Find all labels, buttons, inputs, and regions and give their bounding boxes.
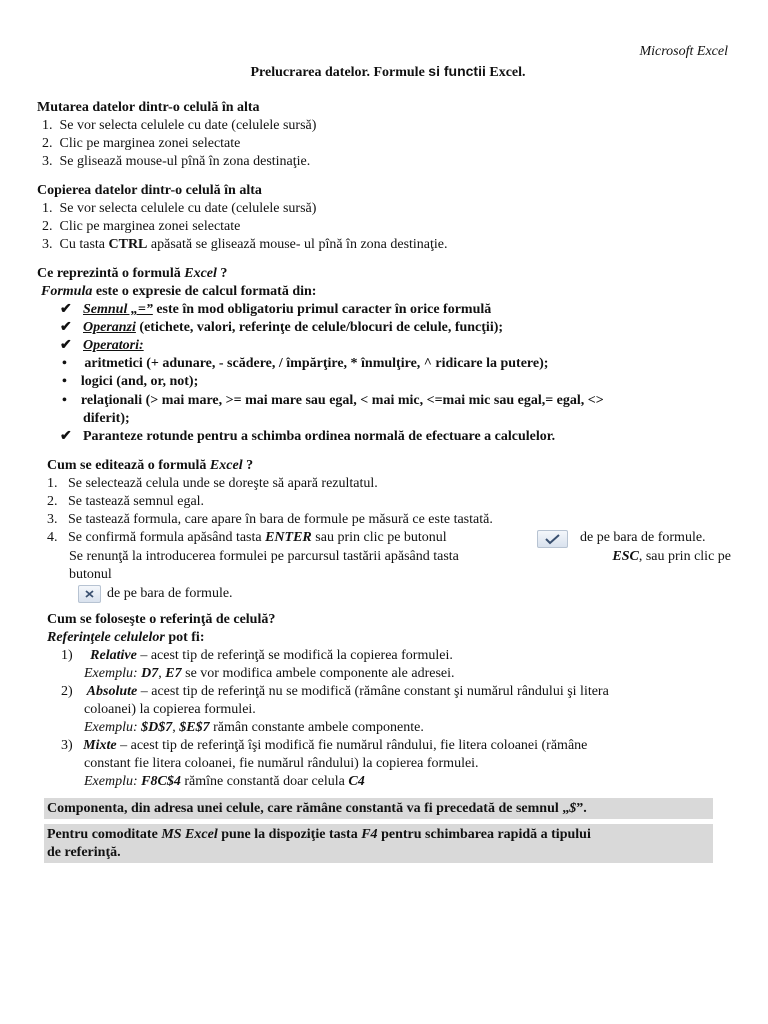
list-item-text: de pe bara de formule.: [580, 530, 706, 545]
section-heading-copiere: Copierea datelor dintr-o celulă în alta: [37, 183, 262, 198]
list-item: ✔ Operatori:: [60, 338, 144, 353]
list-item: 2. Clic pe marginea zonei selectate: [42, 136, 241, 151]
list-item-continuation: constant fie litera coloanei, fie numărul rândului) la copierea formulei.: [84, 756, 479, 771]
formula-definition: Formula este o expresie de calcul formată din:: [41, 284, 317, 299]
list-item: 1. Se selectează celula unde se doreşte să apară rezultatul.: [47, 476, 378, 491]
list-item: 2. Clic pe marginea zonei selectate: [42, 219, 241, 234]
checkmark-icon: ✔: [60, 302, 72, 317]
list-item-text: butonul: [69, 567, 112, 582]
section-heading-formula: Ce reprezintă o formulă Excel ?: [37, 266, 228, 281]
list-item: 2. Se tastează semnul egal.: [47, 494, 205, 509]
note-f4-shortcut: Pentru comoditate MS Excel pune la dispoziţie tasta F4 pentru schimbarea rapidă a tipului: [47, 827, 591, 842]
list-item: • relaţionali (> mai mare, >= mai mare sau egal, < mai mic, <=mai mic sau egal,= egal, <>: [62, 393, 604, 408]
list-item: 4. Se confirmă formula apăsând tasta ENTER sau prin clic pe butonul: [47, 530, 447, 545]
list-item: 3. Se tastează formula, care apare în bara de formule pe măsură ce este tastată.: [47, 512, 493, 527]
checkmark-icon: ✔: [60, 338, 72, 353]
section-heading-referinte: Cum se foloseşte o referinţă de celulă?: [47, 612, 276, 627]
bullet-icon: •: [62, 356, 67, 371]
list-item: 2) Absolute – acest tip de referinţă nu se modifică (rămâne constant şi numărul rândului şi litera: [61, 684, 609, 699]
note-constant-component: Componenta, din adresa unei celule, care rămâne constantă va fi precedată de semnul „$”.: [47, 801, 587, 816]
checkmark-icon: ✔: [60, 429, 72, 444]
list-item: 1. Se vor selecta celulele cu date (celulele sursă): [42, 201, 317, 216]
bullet-icon: •: [62, 393, 67, 408]
list-item-text: ESC, sau prin clic pe: [612, 549, 731, 564]
list-item: ✔ Semnul „=” este în mod obligatoriu primul caracter în orice formulă: [60, 302, 492, 317]
list-item: • logici (and, or, not);: [62, 374, 199, 389]
checkmark-icon: [538, 531, 567, 547]
document-header: Microsoft Excel: [639, 44, 728, 59]
list-item-continuation: coloanei) la copierea formulei.: [84, 702, 256, 717]
enter-confirm-button[interactable]: [537, 530, 568, 548]
close-icon: [79, 586, 100, 602]
list-item: 1) Relative – acest tip de referinţă se modifică la copierea formulei.: [61, 648, 453, 663]
list-item: 3) Mixte – acest tip de referinţă îşi modifică fie numărul rândului, fie litera coloanei (rămâne: [61, 738, 588, 753]
example-line: Exemplu: $D$7, $E$7 rămân constante ambele componente.: [84, 720, 424, 735]
example-line: Exemplu: F8C$4 rămîne constantă doar celula C4: [84, 774, 365, 789]
example-line: Exemplu: D7, E7 se vor modifica ambele componente ale adresei.: [84, 666, 455, 681]
list-item: ✔ Operanzi (etichete, valori, referinţe de celule/blocuri de celule, funcţii);: [60, 320, 504, 335]
referinte-subheading: Referinţele celulelor pot fi:: [47, 630, 205, 645]
checkmark-icon: ✔: [60, 320, 72, 335]
list-item: 3. Se glisează mouse-ul pînă în zona destinaţie.: [42, 154, 311, 169]
bullet-icon: •: [62, 374, 67, 389]
list-item: ✔ Paranteze rotunde pentru a schimba ordinea normală de efectuare a calculelor.: [60, 429, 556, 444]
list-item-text: de pe bara de formule.: [107, 586, 233, 601]
note-f4-shortcut-continuation: de referinţă.: [47, 845, 121, 860]
section-heading-mutare: Mutarea datelor dintr-o celulă în alta: [37, 100, 260, 115]
section-heading-editare: Cum se editează o formulă Excel ?: [47, 458, 254, 473]
page-title: Prelucrarea datelor. Formule si functii Excel.: [250, 63, 526, 80]
list-item: 3. Cu tasta CTRL apăsată se glisează mouse- ul pînă în zona destinaţie.: [42, 237, 448, 252]
cancel-formula-button[interactable]: [78, 585, 101, 603]
list-item-continuation: diferit);: [83, 411, 130, 426]
list-item: 1. Se vor selecta celulele cu date (celulele sursă): [42, 118, 317, 133]
list-item: • aritmetici (+ adunare, - scădere, / împărţire, * înmulţire, ^ ridicare la putere);: [62, 356, 549, 371]
list-item-text: Se renunţă la introducerea formulei pe parcursul tastării apăsând tasta: [69, 549, 459, 564]
